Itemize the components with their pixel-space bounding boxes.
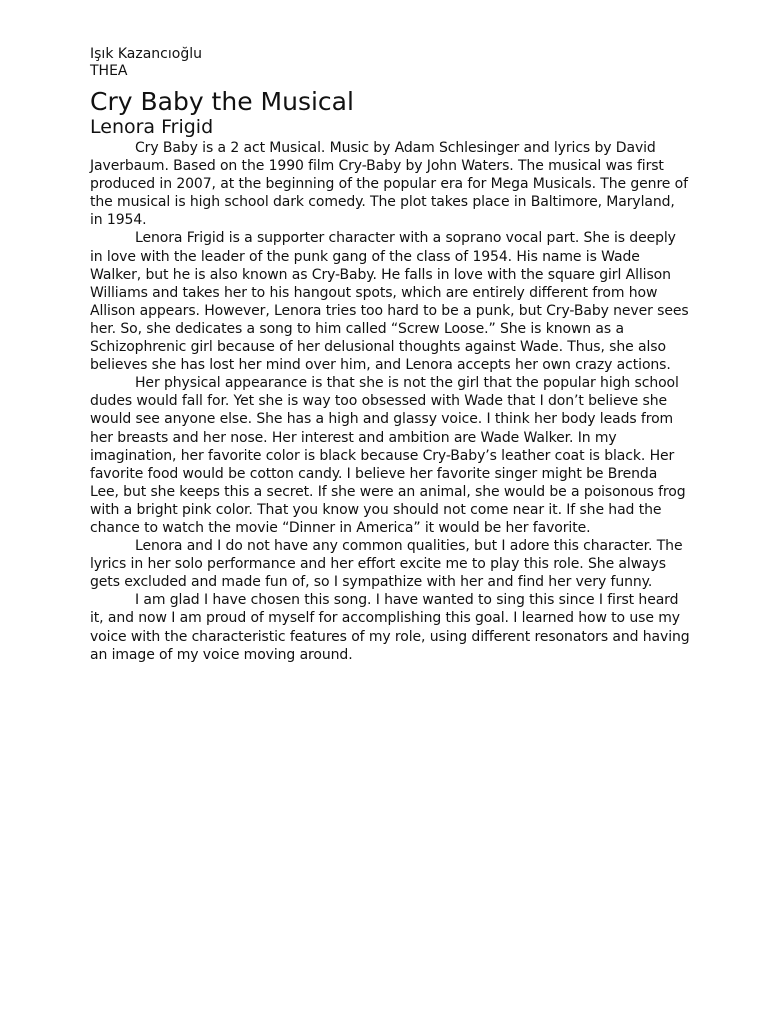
paragraph-2: Lenora Frigid is a supporter character with a soprano vocal part. She is deeply in love with the leader of the punk gang of the class of 1954. His name is Wade Walker, but he is also known as Cry-Baby. He falls in love with the square girl Allison Williams and takes her to his hangout spots, which are entirely different from how Allison appears. However, Lenora tries too hard to be a punk, but Cry-Baby never sees her. So, she dedicates a song to him called “Screw Loose.” She is known as a Schizophrenic girl because of her delusional thoughts against Wade. Thus, she also believes she has lost her mind over him, and Lenora accepts her own crazy actions. — [90, 230, 689, 374]
paragraph-4: Lenora and I do not have any common qualities, but I adore this character. The lyrics in her solo performance and her effort excite me to play this role. She always gets excluded and made fun of, so I sympathize with her and find her very funny. — [90, 538, 683, 591]
course-name: THEA — [90, 63, 128, 79]
document-body — [90, 139, 690, 664]
document-title: Cry Baby the Musical — [90, 87, 354, 116]
paragraph-5: I am glad I have chosen this song. I have wanted to sing this since I first heard it, and now I am proud of myself for accomplishing this goal. I learned how to use my voice with the characteristic features of my role, using different resonators and having an image of my voice moving around. — [90, 592, 690, 663]
paragraph-1: Cry Baby is a 2 act Musical. Music by Adam Schlesinger and lyrics by David Javerbaum. Based on the 1990 film Cry-Baby by John Waters. The musical was first produced in 2007, at the beginning of the popular era for Mega Musicals. The genre of the musical is high school dark comedy. The plot takes place in Baltimore, Maryland, in 1954. — [90, 140, 688, 229]
document-page — [90, 46, 690, 664]
author-name: Işık Kazancıoğlu — [90, 46, 202, 62]
paragraph-3: Her physical appearance is that she is not the girl that the popular high school dudes would fall for. Yet she is way too obsessed with Wade that I don’t believe she would see anyone else. She has a high and glassy voice. I think her body leads from her breasts and her nose. Her interest and ambition are Wade Walker. In my imagination, her favorite color is black because Cry-Baby’s leather coat is black. Her favorite food would be cotton candy. I believe her favorite singer might be Brenda Lee, but she keeps this a secret. If she were an animal, she would be a poisonous frog with a bright pink color. That you know you should not come near it. If she had the chance to watch the movie “Dinner in America” it would be her favorite. — [90, 375, 686, 536]
document-subtitle: Lenora Frigid — [90, 116, 214, 138]
